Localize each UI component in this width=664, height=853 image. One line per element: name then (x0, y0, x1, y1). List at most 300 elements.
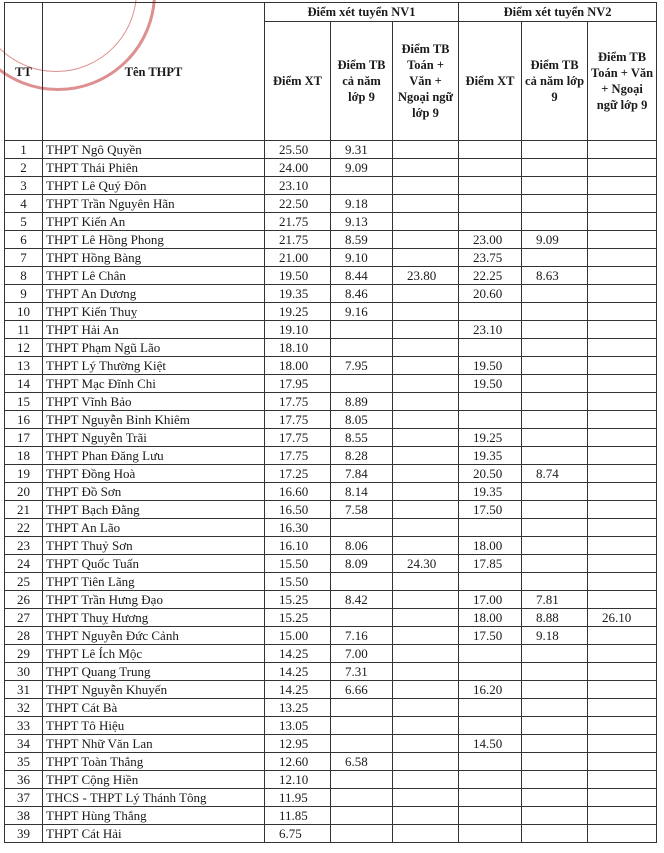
cell-nv1-tvn (393, 501, 459, 519)
table-row (5, 303, 657, 321)
cell-row-number: 30 (5, 663, 43, 681)
cell-row-number: 26 (5, 591, 43, 609)
cell-nv1-diem-xt: 22.50 (265, 195, 331, 213)
cell-nv2-diem-xt (459, 411, 522, 429)
cell-nv2-tvn (588, 627, 657, 645)
cell-nv1-diem-xt: 17.75 (265, 411, 331, 429)
cell-nv2-diem-xt: 17.00 (459, 591, 522, 609)
cell-nv1-tb9: 8.44 (331, 267, 393, 285)
cell-nv1-tb9: 9.09 (331, 159, 393, 177)
cell-nv2-tvn (588, 735, 657, 753)
cell-row-number: 10 (5, 303, 43, 321)
cell-nv1-tvn (393, 447, 459, 465)
table-row (5, 393, 657, 411)
cell-school-name: THPT An Lão (43, 519, 265, 537)
cell-nv1-tb9: 9.18 (331, 195, 393, 213)
header-nv1-tb9: Điểm TB cả năm lớp 9 (331, 22, 393, 141)
cell-nv2-tvn (588, 825, 657, 843)
cell-school-name: THPT Hồng Bàng (43, 249, 265, 267)
cell-nv2-diem-xt: 17.50 (459, 501, 522, 519)
cell-nv2-diem-xt (459, 177, 522, 195)
table-row (5, 159, 657, 177)
cell-nv1-diem-xt: 13.05 (265, 717, 331, 735)
cell-school-name: THPT Quang Trung (43, 663, 265, 681)
cell-nv1-diem-xt: 11.85 (265, 807, 331, 825)
cell-nv1-diem-xt: 16.30 (265, 519, 331, 537)
cell-row-number: 17 (5, 429, 43, 447)
cell-nv1-diem-xt: 21.75 (265, 213, 331, 231)
cell-nv2-diem-xt (459, 519, 522, 537)
table-row (5, 609, 657, 627)
cell-nv2-tb9 (522, 753, 588, 771)
cell-nv2-tvn (588, 285, 657, 303)
cell-school-name: THPT Tô Hiệu (43, 717, 265, 735)
cell-nv2-diem-xt: 14.50 (459, 735, 522, 753)
cell-nv1-tb9: 7.00 (331, 645, 393, 663)
table-row (5, 285, 657, 303)
cell-school-name: THPT Trần Hưng Đạo (43, 591, 265, 609)
cell-nv2-tvn (588, 249, 657, 267)
cell-nv2-tb9 (522, 375, 588, 393)
table-row (5, 213, 657, 231)
cell-school-name: THPT Cộng Hiền (43, 771, 265, 789)
cell-nv2-tvn (588, 753, 657, 771)
cell-nv1-tb9 (331, 789, 393, 807)
cell-nv2-tb9 (522, 429, 588, 447)
cell-row-number: 22 (5, 519, 43, 537)
table-row (5, 267, 657, 285)
cell-nv1-tvn (393, 645, 459, 663)
cell-nv1-tb9 (331, 573, 393, 591)
cell-nv2-diem-xt (459, 645, 522, 663)
cell-nv1-tvn (393, 231, 459, 249)
cell-row-number: 8 (5, 267, 43, 285)
cell-nv1-tb9: 9.31 (331, 141, 393, 159)
cell-nv1-diem-xt: 25.50 (265, 141, 331, 159)
cell-school-name: THPT Nguyễn Đức Cảnh (43, 627, 265, 645)
cell-school-name: THPT Đồ Sơn (43, 483, 265, 501)
table-row (5, 789, 657, 807)
cell-nv2-tb9 (522, 411, 588, 429)
cell-nv2-tb9 (522, 663, 588, 681)
cell-nv2-diem-xt (459, 141, 522, 159)
cell-school-name: THPT Nhữ Văn Lan (43, 735, 265, 753)
cell-nv1-tvn (393, 825, 459, 843)
cell-nv2-diem-xt (459, 699, 522, 717)
cell-row-number: 16 (5, 411, 43, 429)
cell-nv1-diem-xt: 19.10 (265, 321, 331, 339)
cell-nv1-tb9 (331, 717, 393, 735)
cell-nv1-diem-xt: 17.75 (265, 429, 331, 447)
cell-nv1-tb9 (331, 609, 393, 627)
cell-row-number: 9 (5, 285, 43, 303)
table-row (5, 645, 657, 663)
cell-nv1-tb9: 8.55 (331, 429, 393, 447)
table-row (5, 591, 657, 609)
cell-nv2-diem-xt: 18.00 (459, 537, 522, 555)
cell-nv1-diem-xt: 16.10 (265, 537, 331, 555)
cell-row-number: 38 (5, 807, 43, 825)
cell-row-number: 11 (5, 321, 43, 339)
cell-nv2-tb9 (522, 519, 588, 537)
cell-nv1-tb9 (331, 699, 393, 717)
cell-nv2-tvn (588, 717, 657, 735)
admission-score-table (4, 2, 657, 843)
cell-nv1-tb9 (331, 339, 393, 357)
table-row (5, 195, 657, 213)
cell-school-name: THPT Thuỵ Hương (43, 609, 265, 627)
cell-nv2-diem-xt (459, 573, 522, 591)
cell-nv2-tb9 (522, 555, 588, 573)
cell-nv1-diem-xt: 15.00 (265, 627, 331, 645)
cell-nv1-tvn (393, 573, 459, 591)
cell-nv2-diem-xt: 22.25 (459, 267, 522, 285)
cell-row-number: 12 (5, 339, 43, 357)
cell-nv2-diem-xt: 16.20 (459, 681, 522, 699)
cell-nv2-diem-xt: 20.50 (459, 465, 522, 483)
cell-nv1-diem-xt: 19.50 (265, 267, 331, 285)
cell-nv2-tvn (588, 645, 657, 663)
cell-nv2-diem-xt: 19.25 (459, 429, 522, 447)
cell-nv2-diem-xt (459, 789, 522, 807)
cell-school-name: THPT Thuỷ Sơn (43, 537, 265, 555)
table-row (5, 231, 657, 249)
cell-nv1-diem-xt: 21.75 (265, 231, 331, 249)
cell-nv1-tb9: 8.42 (331, 591, 393, 609)
table-row (5, 141, 657, 159)
cell-school-name: THPT Hùng Thắng (43, 807, 265, 825)
cell-nv2-tvn (588, 555, 657, 573)
cell-nv1-tb9: 6.58 (331, 753, 393, 771)
cell-nv2-diem-xt: 20.60 (459, 285, 522, 303)
table-row (5, 357, 657, 375)
cell-row-number: 37 (5, 789, 43, 807)
cell-row-number: 19 (5, 465, 43, 483)
cell-nv1-diem-xt: 11.95 (265, 789, 331, 807)
cell-nv1-diem-xt: 16.50 (265, 501, 331, 519)
cell-nv2-tvn (588, 411, 657, 429)
cell-nv2-tb9 (522, 141, 588, 159)
cell-nv1-tb9: 9.16 (331, 303, 393, 321)
cell-school-name: THPT Tiên Lãng (43, 573, 265, 591)
cell-nv2-diem-xt: 23.00 (459, 231, 522, 249)
cell-nv1-tb9 (331, 177, 393, 195)
cell-nv1-tvn (393, 681, 459, 699)
cell-nv2-tvn (588, 663, 657, 681)
cell-nv1-tb9: 6.66 (331, 681, 393, 699)
cell-nv2-tvn (588, 699, 657, 717)
cell-school-name: THPT Toàn Thắng (43, 753, 265, 771)
cell-row-number: 15 (5, 393, 43, 411)
cell-nv2-diem-xt: 17.85 (459, 555, 522, 573)
cell-nv1-diem-xt: 17.95 (265, 375, 331, 393)
cell-row-number: 23 (5, 537, 43, 555)
cell-nv2-tb9: 8.88 (522, 609, 588, 627)
cell-nv2-tb9 (522, 321, 588, 339)
cell-row-number: 35 (5, 753, 43, 771)
cell-nv1-tvn: 24.30 (393, 555, 459, 573)
cell-nv1-diem-xt: 15.25 (265, 609, 331, 627)
cell-nv2-tb9 (522, 393, 588, 411)
cell-nv1-diem-xt: 17.75 (265, 393, 331, 411)
cell-nv2-diem-xt: 23.10 (459, 321, 522, 339)
cell-nv2-tvn (588, 465, 657, 483)
cell-nv1-diem-xt: 12.10 (265, 771, 331, 789)
cell-school-name: THPT Nguyễn Khuyến (43, 681, 265, 699)
cell-nv2-tb9 (522, 537, 588, 555)
cell-nv1-tb9: 8.28 (331, 447, 393, 465)
table-row (5, 735, 657, 753)
cell-nv2-diem-xt (459, 213, 522, 231)
cell-nv2-tvn (588, 339, 657, 357)
cell-row-number: 6 (5, 231, 43, 249)
cell-nv2-tb9 (522, 789, 588, 807)
cell-nv1-tvn (393, 177, 459, 195)
cell-nv1-tvn (393, 195, 459, 213)
table-row (5, 321, 657, 339)
cell-nv1-tvn (393, 789, 459, 807)
cell-nv1-diem-xt: 6.75 (265, 825, 331, 843)
cell-nv1-tvn (393, 393, 459, 411)
cell-nv1-tb9: 8.05 (331, 411, 393, 429)
cell-nv2-tb9 (522, 825, 588, 843)
table-row (5, 537, 657, 555)
cell-nv2-tvn (588, 195, 657, 213)
table-row (5, 339, 657, 357)
cell-nv1-tb9: 7.84 (331, 465, 393, 483)
cell-nv1-tvn (393, 429, 459, 447)
cell-nv2-tb9 (522, 285, 588, 303)
cell-school-name: THPT Lê Quý Đôn (43, 177, 265, 195)
cell-nv2-diem-xt (459, 825, 522, 843)
cell-nv2-tvn (588, 573, 657, 591)
cell-school-name: THPT Phan Đăng Lưu (43, 447, 265, 465)
cell-school-name: THPT Nguyễn Bỉnh Khiêm (43, 411, 265, 429)
cell-nv2-tvn (588, 447, 657, 465)
cell-nv2-tvn (588, 807, 657, 825)
cell-nv1-tvn (393, 159, 459, 177)
cell-row-number: 2 (5, 159, 43, 177)
cell-nv1-diem-xt: 13.25 (265, 699, 331, 717)
table-row (5, 771, 657, 789)
table-row (5, 555, 657, 573)
cell-nv1-tvn (393, 339, 459, 357)
cell-nv1-tvn (393, 771, 459, 789)
cell-row-number: 39 (5, 825, 43, 843)
cell-nv2-tb9 (522, 645, 588, 663)
cell-school-name: THPT Cát Bà (43, 699, 265, 717)
cell-nv1-tvn (393, 375, 459, 393)
cell-nv2-tb9 (522, 483, 588, 501)
cell-nv1-tb9: 8.09 (331, 555, 393, 573)
cell-nv2-diem-xt (459, 393, 522, 411)
table-row (5, 177, 657, 195)
cell-row-number: 18 (5, 447, 43, 465)
cell-row-number: 21 (5, 501, 43, 519)
cell-row-number: 32 (5, 699, 43, 717)
cell-row-number: 7 (5, 249, 43, 267)
cell-school-name: THPT Cát Hải (43, 825, 265, 843)
cell-row-number: 24 (5, 555, 43, 573)
cell-nv1-diem-xt: 12.60 (265, 753, 331, 771)
cell-nv2-diem-xt (459, 753, 522, 771)
cell-school-name: THPT Lý Thường Kiệt (43, 357, 265, 375)
cell-school-name: THPT Thái Phiên (43, 159, 265, 177)
cell-nv2-tb9 (522, 159, 588, 177)
cell-nv2-tb9 (522, 699, 588, 717)
cell-row-number: 29 (5, 645, 43, 663)
cell-nv1-tvn (393, 519, 459, 537)
cell-nv2-diem-xt: 23.75 (459, 249, 522, 267)
cell-school-name: THPT Lê Ích Mộc (43, 645, 265, 663)
cell-nv2-tb9: 8.63 (522, 267, 588, 285)
cell-nv2-tb9 (522, 357, 588, 375)
cell-school-name: THCS - THPT Lý Thánh Tông (43, 789, 265, 807)
cell-nv2-diem-xt (459, 339, 522, 357)
cell-school-name: THPT Ngô Quyền (43, 141, 265, 159)
cell-row-number: 31 (5, 681, 43, 699)
table-body (5, 141, 657, 843)
cell-nv2-tvn (588, 393, 657, 411)
cell-nv2-tb9 (522, 303, 588, 321)
cell-nv1-tvn (393, 537, 459, 555)
cell-nv2-diem-xt (459, 807, 522, 825)
cell-row-number: 13 (5, 357, 43, 375)
cell-nv2-diem-xt (459, 717, 522, 735)
table-row (5, 753, 657, 771)
cell-nv1-tvn (393, 735, 459, 753)
cell-nv2-tb9: 7.81 (522, 591, 588, 609)
cell-nv2-tb9 (522, 681, 588, 699)
table-row (5, 825, 657, 843)
cell-nv1-tvn (393, 627, 459, 645)
table-row (5, 411, 657, 429)
cell-row-number: 33 (5, 717, 43, 735)
cell-nv1-diem-xt: 15.50 (265, 555, 331, 573)
cell-nv1-diem-xt: 14.25 (265, 681, 331, 699)
cell-nv1-tb9: 8.14 (331, 483, 393, 501)
cell-nv1-tvn (393, 411, 459, 429)
cell-nv1-diem-xt: 15.50 (265, 573, 331, 591)
cell-school-name: THPT Mạc Đĩnh Chi (43, 375, 265, 393)
cell-nv2-tvn (588, 375, 657, 393)
cell-nv2-diem-xt: 17.50 (459, 627, 522, 645)
cell-nv1-diem-xt: 19.35 (265, 285, 331, 303)
cell-nv1-tb9: 7.58 (331, 501, 393, 519)
cell-nv1-tvn (393, 807, 459, 825)
cell-school-name: THPT Nguyễn Trãi (43, 429, 265, 447)
cell-nv1-diem-xt: 15.25 (265, 591, 331, 609)
table-row (5, 447, 657, 465)
table-row (5, 663, 657, 681)
cell-row-number: 27 (5, 609, 43, 627)
cell-nv1-tvn (393, 717, 459, 735)
cell-nv1-diem-xt: 21.00 (265, 249, 331, 267)
cell-nv1-tb9 (331, 519, 393, 537)
table-row (5, 465, 657, 483)
cell-school-name: THPT Phạm Ngũ Lão (43, 339, 265, 357)
cell-nv1-diem-xt: 18.10 (265, 339, 331, 357)
cell-nv2-tvn (588, 303, 657, 321)
cell-school-name: THPT Bạch Đằng (43, 501, 265, 519)
cell-nv2-diem-xt (459, 159, 522, 177)
cell-nv1-tb9 (331, 321, 393, 339)
cell-school-name: THPT Lê Chân (43, 267, 265, 285)
cell-row-number: 5 (5, 213, 43, 231)
cell-nv2-tb9 (522, 807, 588, 825)
cell-nv1-tvn (393, 663, 459, 681)
table-row (5, 483, 657, 501)
cell-row-number: 36 (5, 771, 43, 789)
header-nv1: Điểm xét tuyển NV1 (265, 3, 459, 22)
cell-nv2-tb9 (522, 339, 588, 357)
cell-nv2-tvn (588, 159, 657, 177)
cell-nv2-tb9: 9.18 (522, 627, 588, 645)
cell-nv2-tvn (588, 501, 657, 519)
cell-row-number: 28 (5, 627, 43, 645)
table-row (5, 519, 657, 537)
cell-nv2-tvn (588, 213, 657, 231)
header-nv2: Điểm xét tuyển NV2 (459, 3, 657, 22)
cell-nv2-tvn (588, 357, 657, 375)
cell-nv1-diem-xt: 16.60 (265, 483, 331, 501)
cell-nv2-tb9 (522, 573, 588, 591)
cell-nv1-tvn (393, 321, 459, 339)
cell-nv1-diem-xt: 18.00 (265, 357, 331, 375)
table-row (5, 807, 657, 825)
cell-nv1-tvn: 23.80 (393, 267, 459, 285)
table-row (5, 699, 657, 717)
cell-nv2-tb9 (522, 501, 588, 519)
cell-nv2-tb9 (522, 213, 588, 231)
cell-school-name: THPT Vĩnh Bảo (43, 393, 265, 411)
table-row (5, 717, 657, 735)
header-school-name: Tên THPT (43, 3, 265, 141)
cell-school-name: THPT Hải An (43, 321, 265, 339)
cell-nv2-tvn (588, 231, 657, 249)
cell-nv2-tvn (588, 519, 657, 537)
cell-nv1-tb9 (331, 375, 393, 393)
cell-nv2-diem-xt: 18.00 (459, 609, 522, 627)
cell-nv2-tb9 (522, 717, 588, 735)
cell-nv1-tb9 (331, 771, 393, 789)
cell-nv1-tvn (393, 303, 459, 321)
cell-nv1-diem-xt: 14.25 (265, 645, 331, 663)
cell-school-name: THPT Quốc Tuấn (43, 555, 265, 573)
cell-nv2-tb9 (522, 249, 588, 267)
header-nv2-tvn: Điểm TB Toán + Văn + Ngoại ngữ lớp 9 (588, 22, 657, 141)
cell-nv2-tb9 (522, 195, 588, 213)
cell-nv2-diem-xt: 19.50 (459, 375, 522, 393)
table-row (5, 681, 657, 699)
cell-nv1-tvn (393, 465, 459, 483)
cell-nv2-diem-xt (459, 663, 522, 681)
cell-nv2-tb9 (522, 735, 588, 753)
header-nv1-tvn: Điểm TB Toán + Văn + Ngoại ngữ lớp 9 (393, 22, 459, 141)
cell-nv1-tb9: 8.59 (331, 231, 393, 249)
cell-nv1-tvn (393, 213, 459, 231)
table-row (5, 627, 657, 645)
cell-nv2-tvn (588, 429, 657, 447)
cell-nv2-tb9 (522, 447, 588, 465)
cell-school-name: THPT Đồng Hoà (43, 465, 265, 483)
cell-nv2-tvn (588, 141, 657, 159)
cell-nv1-tvn (393, 141, 459, 159)
cell-nv1-tb9: 9.10 (331, 249, 393, 267)
cell-nv2-tvn (588, 681, 657, 699)
cell-school-name: THPT An Dương (43, 285, 265, 303)
cell-row-number: 4 (5, 195, 43, 213)
